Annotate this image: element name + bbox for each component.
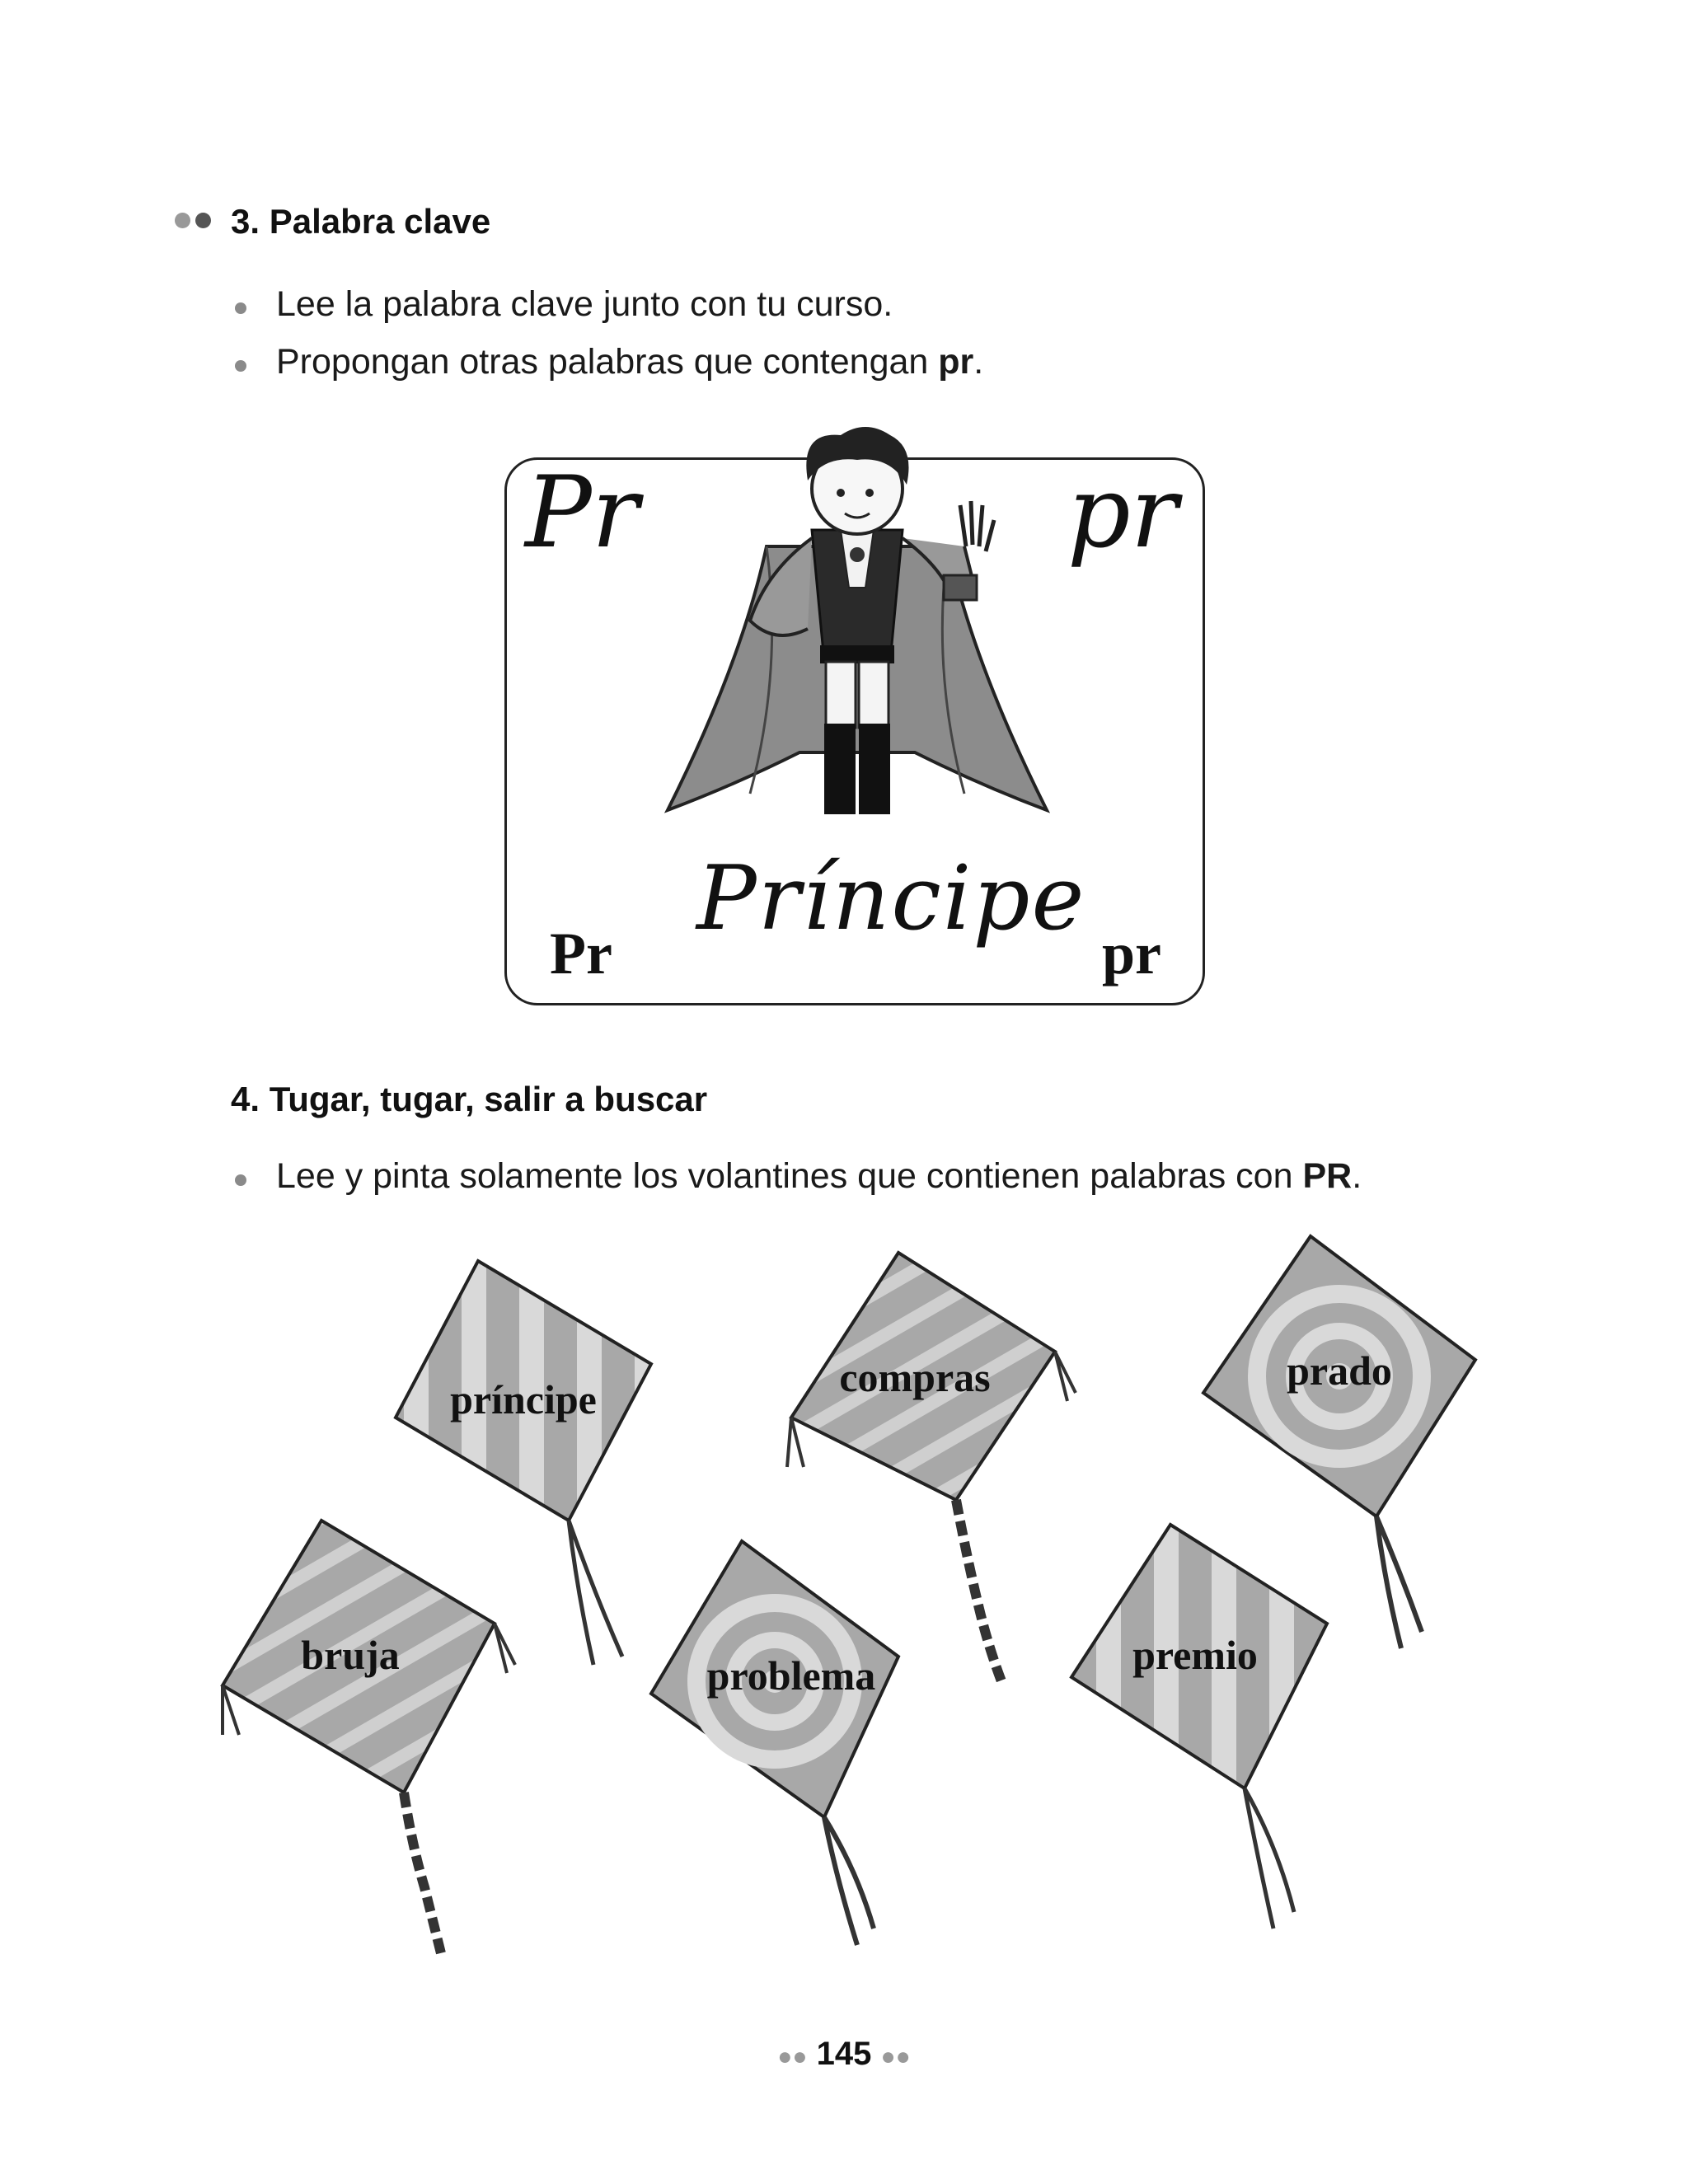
bullet-text-end: . <box>1352 1156 1362 1196</box>
kite-premio[interactable] <box>1071 1525 1327 1929</box>
print-lower: pr <box>1102 921 1161 987</box>
bullet-bold-text: pr <box>938 342 974 382</box>
footer-dots-left: ●● <box>777 2043 808 2070</box>
kite-word: bruja <box>301 1632 400 1678</box>
bullet-text: Lee y pinta solamente los volantines que contienen palabras con <box>276 1156 1303 1196</box>
kite-problema[interactable] <box>651 1541 898 1945</box>
dot <box>175 213 190 228</box>
section-marker-dots <box>175 213 211 228</box>
bullet-dot <box>235 1174 246 1186</box>
footer-dots-right: ●● <box>880 2043 911 2070</box>
section-4-title: 4. Tugar, tugar, salir a buscar <box>231 1080 708 1118</box>
prince-illustration <box>643 423 1071 851</box>
kites-area <box>0 1220 1688 1978</box>
print-upper: Pr <box>550 921 612 987</box>
cursive-upper: Pr <box>525 456 640 570</box>
kite-word: compras <box>839 1354 991 1400</box>
kite-word: premio <box>1132 1632 1258 1678</box>
section-3-bullet-2 <box>276 342 983 382</box>
kite-word: problema <box>706 1652 876 1699</box>
bullet-text-end: . <box>973 342 984 382</box>
bullet-dot <box>235 302 246 314</box>
keyword-label: Príncipe <box>696 847 1086 950</box>
bullet-bold-text: PR <box>1302 1156 1353 1196</box>
page-number: 145 <box>816 2036 872 2072</box>
bullet-text: Propongan otras palabras que contengan <box>276 342 939 382</box>
keyword-card <box>504 457 1205 1005</box>
page-footer <box>0 2036 1688 2073</box>
kite-bruja[interactable] <box>223 1521 515 1953</box>
kite-word: prado <box>1287 1347 1392 1394</box>
section-4-bullet <box>276 1156 1362 1197</box>
section-3-title: 3. Palabra clave <box>231 202 491 241</box>
dot <box>195 213 211 228</box>
section-3-bullet-1: Lee la palabra clave junto con tu curso. <box>276 284 893 324</box>
kite-word: príncipe <box>450 1376 597 1422</box>
cursive-lower: pr <box>1067 456 1178 570</box>
bullet-dot <box>235 360 246 372</box>
